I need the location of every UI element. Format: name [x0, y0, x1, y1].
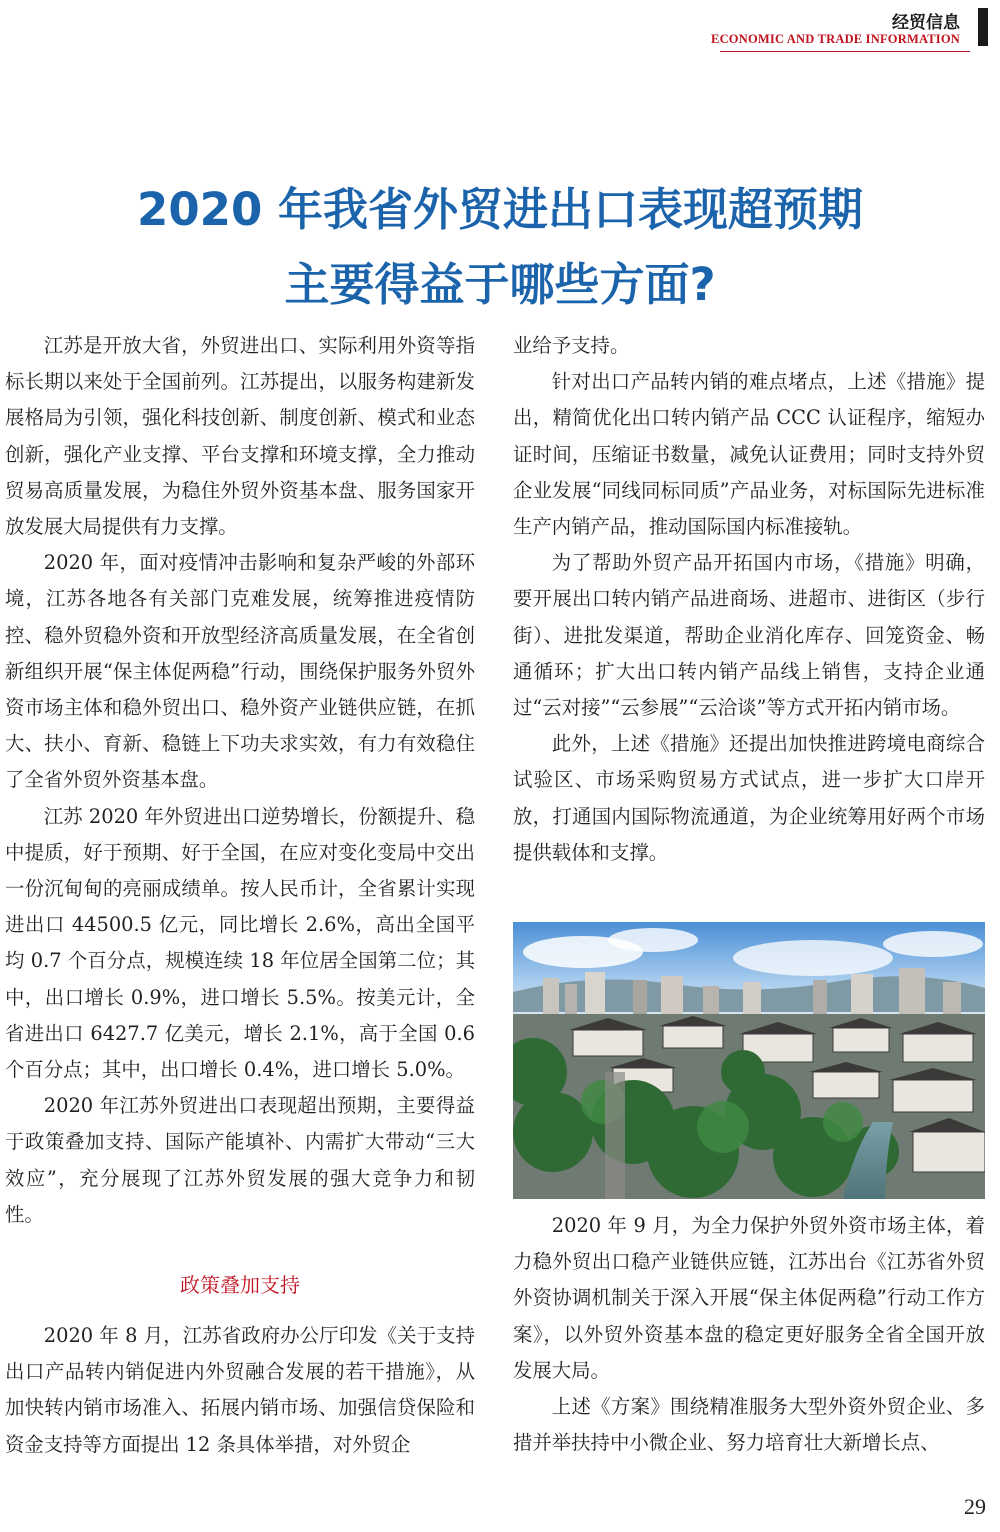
paragraph: 江苏是开放大省，外贸进出口、实际利用外资等指标长期以来处于全国前列。江苏提出，以服务构建新发展格局为引领，强化科技创新、制度创新、模式和业态创新，强化产业支撑、平台支撑和环境支撑，全力推动贸易高质量发展，为稳住外贸外资基本盘、服务国家开放发展大局提供有力支撑。	[5, 334, 475, 539]
paragraph-continuation: 业给予支持。	[513, 334, 630, 357]
city-photo	[513, 922, 985, 1199]
article-title-line2: 主要得益于哪些方面?	[284, 258, 716, 311]
running-header	[588, 4, 988, 48]
paragraph: 2020 年江苏外贸进出口表现超出预期，主要得益于政策叠加支持、国际产能填补、内需扩大带动“三大效应”，充分展现了江苏外贸发展的强大竞争力和韧性。	[5, 1094, 475, 1226]
city-photo-illustration	[513, 922, 985, 1199]
page-number: 29	[964, 1494, 986, 1519]
header-bar	[978, 8, 988, 46]
left-column	[5, 328, 475, 1233]
paragraph: 上述《方案》围绕精准服务大型外资外贸企业、多措并举扶持中小微企业、努力培育壮大新增长点、	[513, 1395, 985, 1455]
paragraph: 2020 年 9 月，为全力保护外贸外资市场主体，着力稳外贸出口稳产业链供应链，江苏出台《江苏省外贸外资协调机制关于深入开展“保主体促两稳”行动工作方案》，以外贸外资基本盘的稳定更好服务全省全国开放发展大局。	[513, 1214, 985, 1382]
left-column-lower	[5, 1318, 475, 1463]
right-column	[513, 328, 985, 871]
article-title-line1: 2020 年我省外贸进出口表现超预期	[137, 183, 863, 236]
paragraph: 2020 年 8 月，江苏省政府办公厅印发《关于支持出口产品转内销促进内外贸融合发展的若干措施》，从加快转内销市场准入、拓展内销市场、加强信贷保险和资金支持等方面提出 12 条具体举措，对外贸企	[5, 1324, 475, 1456]
paragraph: 2020 年，面对疫情冲击影响和复杂严峻的外部环境，江苏各地各有关部门克难发展，统筹推进疫情防控、稳外贸稳外资和开放型经济高质量发展，在全省创新组织开展“保主体促两稳”行动，围绕保护服务外贸外资市场主体和稳外贸出口、稳外资产业链供应链，在抓大、扶小、育新、稳链上下功夫求实效，有力有效稳住了全省外贸外资基本盘。	[5, 551, 475, 792]
section-heading: 政策叠加支持	[180, 1273, 300, 1297]
paragraph: 针对出口产品转内销的难点堵点，上述《措施》提出，精简优化出口转内销产品 CCC 认证程序，缩短办证时间，压缩证书数量，减免认证费用；同时支持外贸企业发展“同线同标同质”产品业务，对标国际先进标准生产内销产品，推动国际国内标准接轨。	[513, 370, 985, 539]
header-title-en: ECONOMIC AND TRADE INFORMATION	[711, 32, 960, 46]
header-rule	[720, 51, 970, 52]
right-column-lower	[513, 1208, 985, 1461]
paragraph: 此外，上述《措施》还提出加快推进跨境电商综合试验区、市场采购贸易方式试点，进一步扩大口岸开放，打通国内国际物流通道，为企业统筹用好两个市场提供载体和支撑。	[513, 732, 985, 864]
header-title-zh: 经贸信息	[892, 13, 960, 33]
paragraph: 为了帮助外贸产品开拓国内市场，《措施》明确，要开展出口转内销产品进商场、进超市、进街区（步行街）、进批发渠道，帮助企业消化库存、回笼资金、畅通循环；扩大出口转内销产品线上销售，支持企业通过“云对接”“云参展”“云洽谈”等方式开拓内销市场。	[513, 551, 985, 720]
paragraph: 江苏 2020 年外贸进出口逆势增长，份额提升、稳中提质，好于预期、好于全国，在应对变化变局中交出一份沉甸甸的亮丽成绩单。按人民币计，全省累计实现进出口 44500.5 亿元，同比增长 2.6%，高出全国平均 0.7 个百分点，规模连续 18 年位居全国第二位；其中，出口增长 0.9%，进口增长 5.5%。按美元计，全省进出口 6427.7 亿美元，增长 2.1%，高于全国 0.6 个百分点；其中，出口增长 0.4%，进口增长 5.0%。	[5, 804, 475, 1082]
